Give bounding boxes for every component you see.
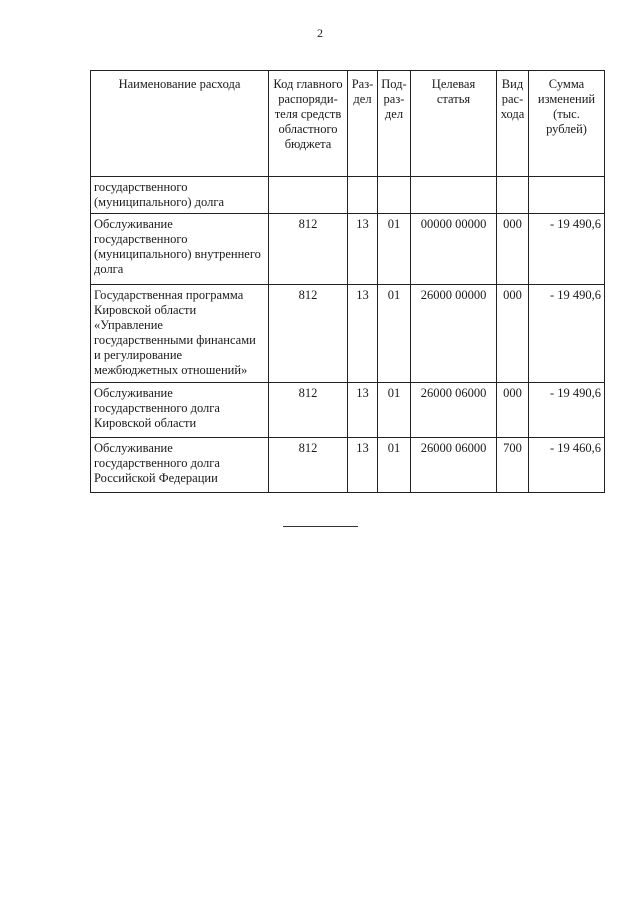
table-row — [91, 214, 605, 285]
table-row — [91, 177, 605, 214]
row-target: 26000 00000 — [411, 285, 497, 383]
row-name: государственного (муниципального) долга — [91, 177, 269, 214]
table-header-row — [91, 71, 605, 177]
row-target — [411, 177, 497, 214]
header-target: Целевая статья — [411, 71, 497, 177]
row-type: 000 — [497, 214, 529, 285]
row-code: 812 — [269, 214, 348, 285]
row-amount: - 19 460,6 — [529, 438, 605, 493]
header-type: Вид рас- хода — [497, 71, 529, 177]
table-row — [91, 383, 605, 438]
row-amount — [529, 177, 605, 214]
page-number: 2 — [317, 26, 323, 40]
row-section: 13 — [348, 438, 378, 493]
row-subsection — [378, 177, 411, 214]
row-section: 13 — [348, 214, 378, 285]
row-code — [269, 177, 348, 214]
row-subsection: 01 — [378, 214, 411, 285]
row-type — [497, 177, 529, 214]
row-amount: - 19 490,6 — [529, 214, 605, 285]
header-code: Код главного распоряди- теля средств областного бюджета — [269, 71, 348, 177]
row-name: Обслуживание государственного долга Кировской области — [91, 383, 269, 438]
row-name: Обслуживание государственного долга Российской Федерации — [91, 438, 269, 493]
row-amount: - 19 490,6 — [529, 383, 605, 438]
row-target: 26000 06000 — [411, 438, 497, 493]
row-type: 000 — [497, 285, 529, 383]
table-row — [91, 285, 605, 383]
header-amount: Сумма изменений (тыс. рублей) — [529, 71, 605, 177]
row-section: 13 — [348, 285, 378, 383]
row-name: Обслуживание государственного (муниципального) внутреннего долга — [91, 214, 269, 285]
budget-table — [90, 70, 605, 493]
row-subsection: 01 — [378, 285, 411, 383]
row-subsection: 01 — [378, 438, 411, 493]
row-subsection: 01 — [378, 383, 411, 438]
row-target: 00000 00000 — [411, 214, 497, 285]
header-section: Раз- дел — [348, 71, 378, 177]
row-code: 812 — [269, 285, 348, 383]
row-code: 812 — [269, 383, 348, 438]
row-code: 812 — [269, 438, 348, 493]
row-name: Государственная программа Кировской области «Управление государственными финансами и регулирование межбюджетных отношений» — [91, 285, 269, 383]
header-subsection: Под- раз- дел — [378, 71, 411, 177]
header-name: Наименование расхода — [91, 71, 269, 177]
row-amount: - 19 490,6 — [529, 285, 605, 383]
row-type: 700 — [497, 438, 529, 493]
row-section — [348, 177, 378, 214]
row-target: 26000 06000 — [411, 383, 497, 438]
row-type: 000 — [497, 383, 529, 438]
row-section: 13 — [348, 383, 378, 438]
table-row — [91, 438, 605, 493]
end-divider — [283, 526, 358, 527]
